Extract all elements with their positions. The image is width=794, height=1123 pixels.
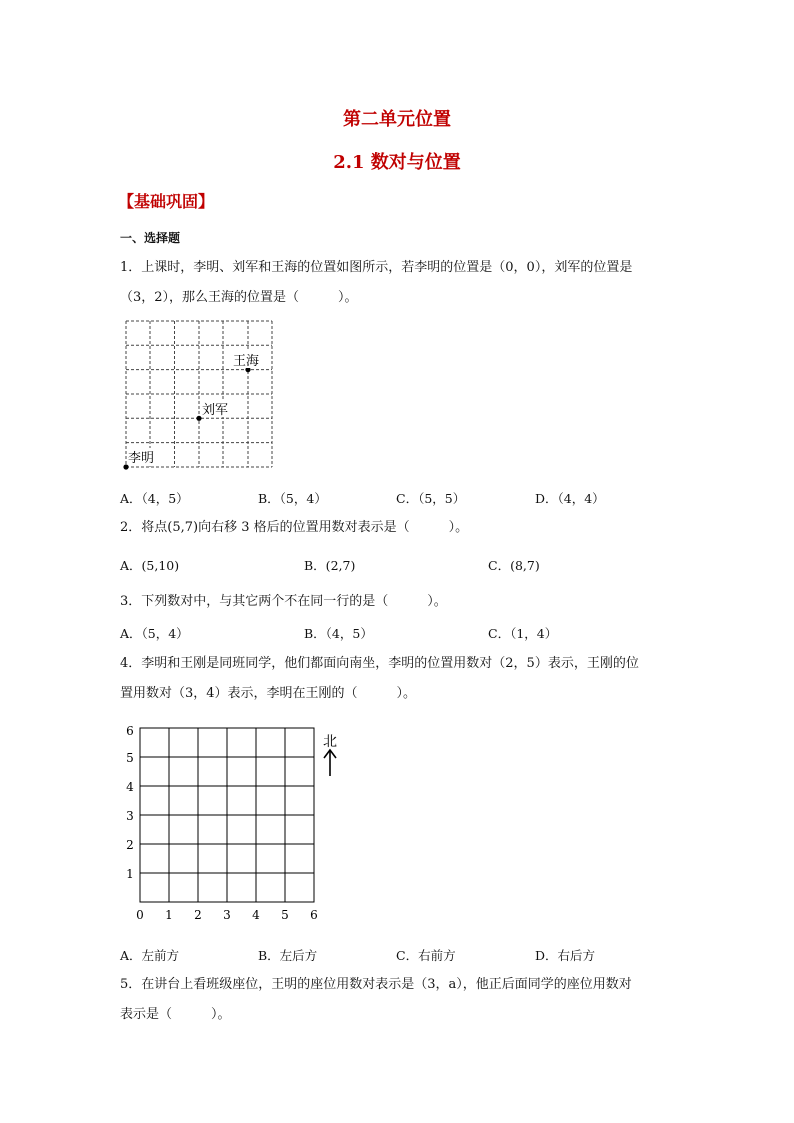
x-tick-4: 4 [252, 908, 260, 922]
point-liujun [196, 416, 201, 421]
y-tick-6: 6 [126, 724, 134, 738]
question-3-option-b: B．（4，5） [304, 626, 373, 641]
question-1-option-c: C．（5，5） [396, 491, 466, 506]
question-1-line-2: （3，2），那么王海的位置是（ ）。 [120, 290, 358, 305]
north-label: 北 [323, 734, 337, 750]
question-3-option-c: C．（1，4） [488, 626, 558, 641]
question-1-grid-figure [118, 315, 278, 475]
y-tick-2: 2 [126, 838, 134, 852]
question-2-text: 2．将点(5,7)向右移 3 格后的位置用数对表示是（ ）。 [120, 520, 469, 535]
section-heading: 【基础巩固】 [118, 192, 215, 211]
question-1-line-1: 1．上课时，李明、刘军和王海的位置如图所示，若李明的位置是（0，0），刘军的位置是 [120, 260, 633, 275]
question-2-option-c: C．(8,7) [488, 558, 540, 573]
question-4-line-1: 4．李明和王刚是同班同学，他们都面向南坐，李明的位置用数对（2，5）表示，王刚的位 [120, 656, 639, 671]
x-tick-6: 6 [310, 908, 318, 922]
x-tick-5: 5 [281, 908, 289, 922]
y-tick-4: 4 [126, 780, 134, 794]
x-tick-0: 0 [136, 908, 144, 922]
x-tick-2: 2 [194, 908, 202, 922]
question-4-option-d: D．右后方 [535, 948, 596, 963]
label-wanghai: 王海 [233, 354, 260, 369]
question-2-option-b: B．(2,7) [304, 558, 356, 573]
question-4-grid-figure [118, 720, 348, 930]
y-tick-5: 5 [126, 751, 134, 765]
question-4-option-a: A．左前方 [120, 948, 180, 963]
y-tick-1: 1 [126, 867, 134, 881]
question-1-option-b: B．（5，4） [258, 491, 327, 506]
page-title: 第二单元位置 [343, 109, 451, 130]
north-arrow-icon [324, 750, 336, 776]
x-tick-3: 3 [223, 908, 231, 922]
question-2-option-a: A．(5,10) [120, 558, 180, 573]
part-heading: 一、选择题 [120, 231, 181, 245]
question-5-line-2: 表示是（ ）。 [120, 1007, 231, 1022]
label-liming: 李明 [128, 451, 155, 466]
question-1-option-d: D．（4，4） [535, 491, 605, 506]
question-3-text: 3．下列数对中，与其它两个不在同一行的是（ ）。 [120, 594, 447, 609]
question-5-line-1: 5．在讲台上看班级座位，王明的座位用数对表示是（3，a），他正后面同学的座位用数对 [120, 977, 632, 992]
question-4-option-c: C．右前方 [396, 948, 456, 963]
y-tick-3: 3 [126, 809, 134, 823]
question-3-option-a: A．（5，4） [120, 626, 189, 641]
page-subtitle: 2.1 数对与位置 [333, 152, 461, 173]
x-tick-1: 1 [165, 908, 173, 922]
question-4-option-b: B．左后方 [258, 948, 318, 963]
question-4-line-2: 置用数对（3，4）表示，李明在王刚的（ ）。 [120, 686, 417, 701]
question-1-option-a: A．（4，5） [120, 491, 189, 506]
label-liujun: 刘军 [202, 403, 229, 418]
